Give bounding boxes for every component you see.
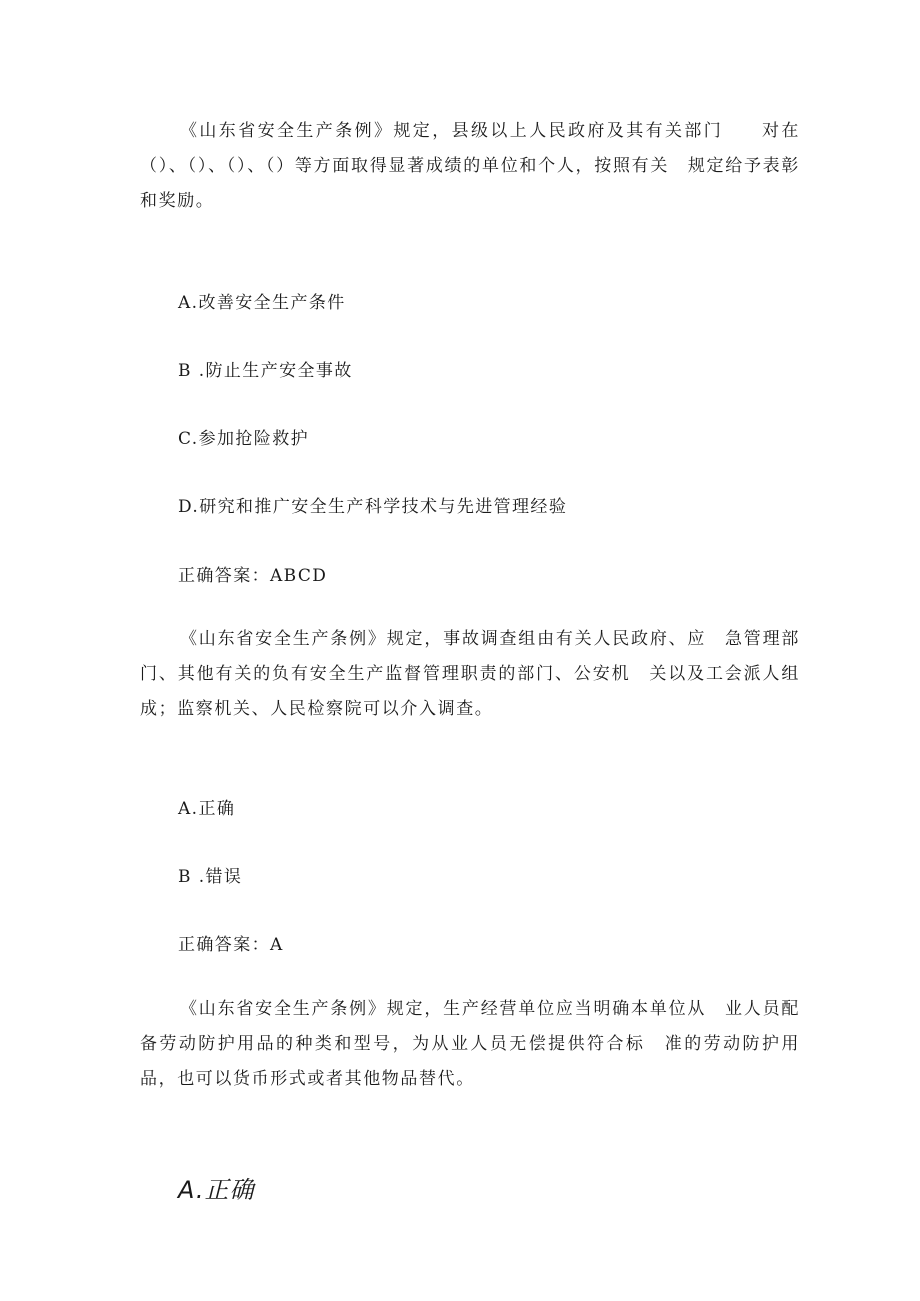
question-text: 《山东省安全生产条例》规定，县级以上人民政府及其有关部门 对在（）、（）、（）、（）等方面取得显著成绩的单位和个人，按照有关 规定给予表彰和奖励。 xyxy=(140,121,800,211)
question-1-option-c: C.参加抢险救护 xyxy=(178,429,310,449)
question-1-stem xyxy=(140,114,800,219)
question-1-option-b: B .防止生产安全事故 xyxy=(178,361,353,381)
question-2-stem xyxy=(140,622,800,727)
question-3-option-a: A.正确 xyxy=(178,1176,255,1204)
question-2-answer: 正确答案：A xyxy=(178,935,284,955)
question-1-option-a: A.改善安全生产条件 xyxy=(178,293,346,313)
question-1-answer: 正确答案：ABCD xyxy=(178,566,328,586)
question-2-option-a: A.正确 xyxy=(178,799,236,819)
question-3-stem xyxy=(140,992,800,1097)
question-1-option-d: D.研究和推广安全生产科学技术与先进管理经验 xyxy=(178,497,568,517)
question-2-option-b: B .错误 xyxy=(178,867,243,887)
question-text: 《山东省安全生产条例》规定，事故调查组由有关人民政府、应 急管理部门、其他有关的负有安全生产监督管理职责的部门、公安机 关以及工会派人组成；监察机关、人民检察院可以介入调查。 xyxy=(140,629,800,719)
question-text: 《山东省安全生产条例》规定，生产经营单位应当明确本单位从 业人员配备劳动防护用品的种类和型号，为从业人员无偿提供符合标 准的劳动防护用品，也可以货币形式或者其他物品替代。 xyxy=(140,999,800,1089)
